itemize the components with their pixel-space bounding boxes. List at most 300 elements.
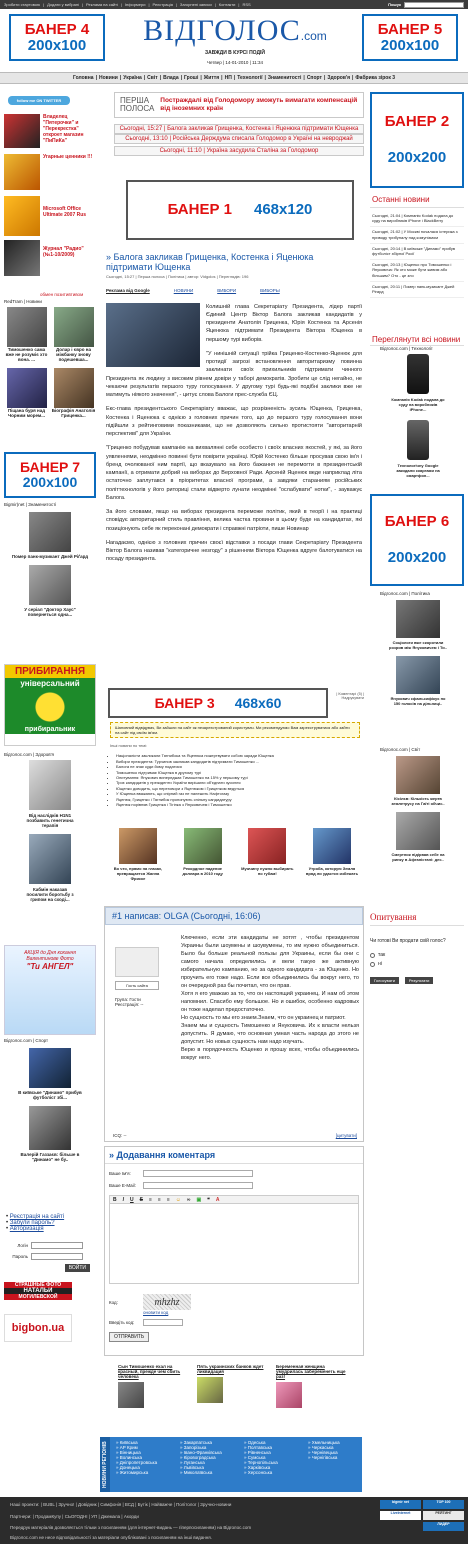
article-paragraph: "Гриценко побудував кампанію на вихвалянні себе особисто і своїх власних якостей, у які, за його уявленнями, неодмінно повинні бути повірити українці. Юрій Костенко більше просував свою ім'я і бренд очолюваної ним партії, що вказувало на його бажання не перемогти в президентській кампанії, а отримати добрий на виборах до Верховної Ради. Арсеній Яценюк веде наприклад літа остаточно заплутався в пріоритетах власної програми, а завдяки стараниям російських політтехнологів у його риториці стали відверто лунати неодмінні "ослабувати" нотки", - зауважує Балога.: [106, 445, 362, 501]
email-input[interactable]: [143, 1182, 253, 1189]
separator: |: [238, 2, 240, 7]
sport-thumb: [29, 1048, 71, 1088]
banner-2[interactable]: [370, 92, 464, 188]
health-thumb: [29, 834, 71, 884]
footer-projects[interactable]: Наші проекти: | BUBL | Зручно! | Довідник | Симфонія | ВСД | Бутік | Найважче | Політолог | Зручно-новини: [10, 1502, 232, 1507]
region-link[interactable]: » Харківська: [244, 1465, 271, 1470]
tech-source[interactable]: Відголос.com | Технології: [380, 346, 433, 351]
viewed-head[interactable]: Переглянути всі новини: [370, 334, 464, 346]
promo-list: [4, 114, 94, 280]
first-page-box: [114, 92, 364, 118]
banner-6-name: БАНЕР 6: [384, 513, 450, 531]
latest-item[interactable]: Сьогодні, 20:14 | В київське "Динамо" прибув футболіст збірної Росії: [370, 244, 464, 260]
promo-link[interactable]: Журнал "Радио" (№1-10/2009): [43, 246, 84, 258]
comment-paragraph: Знаем мы и сущность Тимошенко и Януковича. Их к власти нельзя допустить. Я думаю, что основная умная часть народа до этого не допустит. Но новых сущность нам надо изучать.: [181, 1022, 359, 1045]
region-link[interactable]: » Тернопільська: [244, 1460, 278, 1465]
bigbon-ad[interactable]: [4, 1314, 72, 1342]
related-item[interactable]: • Опитування: Янукович випереджає Тимошенко на 15% у першому турі: [116, 775, 360, 780]
valentine-ad[interactable]: [4, 945, 96, 1035]
search-label: Пошук: [388, 2, 401, 7]
celebs-caption: Помер панк-музикант Джей Ріґард: [11, 554, 89, 559]
banner-7[interactable]: [4, 452, 96, 498]
region-link[interactable]: » АР Крим: [116, 1445, 138, 1450]
cleaner-sub: універсальний: [5, 678, 95, 689]
refresh-captcha-link[interactable]: оновити код: [143, 1310, 169, 1315]
ad-tabs: [106, 288, 362, 293]
region-link[interactable]: » Житомирська: [116, 1470, 149, 1475]
grid-thumb: [7, 307, 47, 347]
redtram-source[interactable]: RedTram | Новини: [4, 299, 42, 304]
promo-item[interactable]: [4, 114, 94, 148]
ticker-item[interactable]: Сьогодні, 15:27 | Балога закликав Грищенка, Костенка і Яценюка підтримати Ющенка: [114, 124, 364, 134]
grid-item[interactable]: [51, 368, 96, 418]
region-link[interactable]: » Львівська: [180, 1465, 204, 1470]
banner-7-name: БАНЕР 7: [19, 459, 81, 476]
underline-icon[interactable]: U: [130, 1196, 134, 1203]
health-source[interactable]: Відголос.com | Здоров'я: [4, 752, 54, 757]
nav-item[interactable]: Здоров'я: [327, 75, 350, 81]
nav-item[interactable]: Життя: [203, 75, 220, 81]
article-paragraph: Нагадаємо, однією з головних причин своєї відставки з посади глави Секретаріату Президента Віктор Балога називав "категоричне незгоду" з рішенням Віктора Ющенка вдруге балотуватися на посаду президента.: [106, 539, 362, 563]
captcha-text: mhzhz: [154, 1296, 180, 1308]
nav-item[interactable]: Знаменитості: [267, 75, 302, 81]
top-link[interactable]: Інформери: [124, 2, 146, 7]
celebs-source[interactable]: Bigmir)net | Знаменитості: [4, 502, 57, 507]
nav-item[interactable]: Головна: [73, 75, 94, 81]
italic-icon[interactable]: I: [122, 1196, 125, 1203]
teasers: [110, 828, 360, 881]
tech-item[interactable]: [390, 420, 446, 478]
celebs-item[interactable]: [10, 565, 90, 617]
poll: [370, 912, 464, 984]
news-ticker: [114, 124, 364, 156]
article-body: [106, 303, 362, 564]
related-item[interactable]: • У Ющенка вважають, що спірний газ не належить Нафтогазу: [116, 791, 360, 796]
article-meta: Сьогодні, 15:27 | Перша полоса | Політика | автор: Vidgolos | Переглядів: 196: [106, 273, 249, 279]
politics-thumb: [396, 656, 440, 694]
world-caption: Кісілєв: Кількість жертв землетрусу на Гаїті обчис..: [391, 796, 445, 806]
logo-name: ВІДГОЛОС: [143, 14, 301, 47]
sport-list: [18, 1048, 82, 1162]
banner-7-size: 200x100: [22, 474, 78, 490]
grid-item[interactable]: [4, 307, 49, 362]
twitter-label: follow me ON TWITTER: [16, 98, 62, 103]
region-link[interactable]: » Донецька: [116, 1465, 140, 1470]
separator: |: [43, 2, 45, 7]
health-caption: Від наслідків H1N1 позбавить генетична терапія: [26, 813, 74, 828]
world-item[interactable]: [388, 756, 448, 806]
align-left-icon[interactable]: ≡: [148, 1196, 152, 1203]
counter-badge[interactable]: LiveInternet: [380, 1511, 421, 1520]
related-news: [110, 743, 360, 807]
image-icon[interactable]: ▣: [196, 1196, 202, 1203]
bottom-ads: [118, 1364, 348, 1408]
cleaner-title: ПРИБИРАННЯ: [5, 665, 95, 678]
region-link[interactable]: » Закарпатська: [180, 1440, 213, 1445]
cleaner-ad[interactable]: [4, 664, 96, 746]
latest-head: Останні новини: [370, 192, 464, 208]
ticker-item[interactable]: Сьогодні, 11:10 | Україна засудила Сталіна за Голодомор: [114, 146, 364, 156]
vote-button[interactable]: Голосувати: [370, 977, 399, 984]
counters: [380, 1500, 464, 1531]
region-link[interactable]: » Кіровоградська: [180, 1455, 216, 1460]
nav-item[interactable]: Влада: [163, 75, 179, 81]
bigbon-text: bigbon.ua: [11, 1322, 65, 1334]
tech-list: [390, 354, 446, 478]
separator: |: [233, 75, 236, 81]
redtram-grid: [4, 307, 96, 418]
exchange-link[interactable]: обмен позитивтивом: [40, 292, 84, 297]
comment-textarea[interactable]: [109, 1204, 359, 1284]
teaser[interactable]: [175, 828, 231, 881]
related-item[interactable]: • Ющенко доводить, що переговори з Яценюком і Гриценком ведуться: [116, 786, 360, 791]
regions-column: [244, 1440, 302, 1489]
region-link[interactable]: » Чернігівська: [308, 1455, 338, 1460]
grid-caption: Долар і євро на міжбанку знову подешевша...: [56, 347, 91, 362]
bullet-icon: •: [6, 1226, 10, 1232]
login-form: [8, 1242, 96, 1272]
article-paragraph: Колишній глава Секретаріату Президента, лідер партії Єдиний Центр Віктор Балога закликав кандидатів у президенти Анатолія Гриценка, Юрія Костенка та Арсенія Яценюка підтримати Президента Віктора Ющенка в першому турі виборів.: [206, 303, 362, 343]
grid-caption: Біографія Анатолія Гриценка...: [51, 408, 96, 418]
related-item[interactable]: • Балога не знає куди йому податися: [116, 764, 360, 769]
nav-item[interactable]: НП: [224, 75, 232, 81]
related-head: Інші новини по темі:: [110, 743, 148, 748]
nav-item[interactable]: Новини: [98, 75, 118, 81]
scary-line1: СТРАШНЫЕ ФОТО: [4, 1282, 72, 1288]
article-photo: [106, 303, 200, 367]
promo-thumb: [4, 114, 40, 148]
nav-item[interactable]: Фабрика зірок 3: [355, 75, 395, 81]
banner-5[interactable]: [362, 14, 458, 61]
region-link[interactable]: » Київська: [116, 1440, 138, 1445]
region-link[interactable]: » Сумська: [244, 1455, 266, 1460]
radio-icon[interactable]: [370, 953, 375, 958]
banner-1[interactable]: [126, 180, 354, 240]
ads-label[interactable]: Реклама від Google: [106, 287, 150, 293]
login-input[interactable]: [31, 1242, 83, 1249]
bottom-ad-thumb: [197, 1377, 223, 1403]
search-area: [388, 2, 464, 8]
region-link[interactable]: » Дніпропетровська: [116, 1460, 158, 1465]
latest-item[interactable]: Сьогодні, 21:04 | Компанія Kodak подала до суду на виробників iPhone і BlackBerry: [370, 211, 464, 227]
bottom-ad[interactable]: [118, 1364, 190, 1408]
phone-image: [407, 420, 429, 460]
tech-caption: Технологічну Google закидали скаргами на смартфон...: [396, 463, 440, 478]
separator: |: [303, 75, 305, 81]
comment-body: [181, 935, 359, 1063]
main-nav: [0, 72, 468, 84]
nav-item[interactable]: Україна: [123, 75, 142, 81]
separator: |: [352, 75, 354, 81]
grid-item[interactable]: [4, 368, 49, 418]
celebs-thumb: [29, 512, 71, 552]
bottom-ad-title: Беременная женщина умудрилась забеременеть еще раз!: [276, 1364, 346, 1379]
region-link[interactable]: » Черкаська: [308, 1445, 334, 1450]
comments-meta[interactable]: | Коментарі (5) | Надрукувати: [336, 692, 364, 700]
logo-slogan: ЗАВЖДИ В КУРСІ ПОДІЙ: [204, 50, 266, 56]
banner-6-size: 200x200: [387, 549, 447, 566]
promo-thumb: [4, 196, 40, 236]
article-paragraph: За його словами, якщо на виборах президента переможе політик, який в теорії і на практиці сповідує авторитарний стиль правління, велика частка провини в цьому буде на кандидатах, які позиціонують себе як переконані демократи і справжні патріоти, пише Новинар: [106, 509, 362, 532]
register-text[interactable]: Реєстрація на сайті: [9, 1214, 65, 1220]
region-link[interactable]: » Луганська: [180, 1460, 205, 1465]
region-link[interactable]: » Запорізька: [180, 1445, 207, 1450]
region-link[interactable]: » Хмельницька: [308, 1440, 340, 1445]
promo-link[interactable]: Угарные ценники !!!: [43, 154, 93, 160]
banner-4-name: БАНЕР 4: [24, 20, 90, 38]
region-link[interactable]: » Херсонська: [244, 1470, 273, 1475]
banner-3-name: БАНЕР 3: [154, 694, 215, 711]
teaser-caption: Мужчину нужно выбирать по губам!: [241, 866, 294, 876]
separator: |: [81, 2, 83, 7]
separator: |: [221, 75, 223, 81]
valentine-line3: "Ти АНГЕЛ": [26, 962, 74, 971]
login-button[interactable]: ВОЙТИ: [65, 1264, 90, 1272]
search-input[interactable]: [404, 2, 464, 8]
politics-thumb: [396, 600, 440, 638]
comment-form: [104, 1146, 364, 1356]
promo-thumb: [4, 240, 40, 276]
article-paragraph: "У нинішній ситуації трійка Гриценко-Костенко-Яценюк для протидії загрозі встановлення авторитаризму повинна заклинати своїх прихильників підтримати чинного Президента як людину з високим рівнем довіри у таборі демократів. Зробити це слід негайно, не чекаючи результатів першого туру голосування. У другому турі будь-які подібні заклики вже не матимуть ніякого значення", - цитує слова Балоги прес-служба ЄЦ.: [106, 350, 362, 399]
bottom-ad-title: Сын Тимошенко ехал на красный, прежде чем сбить человека: [118, 1364, 181, 1379]
login-label: Логін: [17, 1243, 28, 1248]
world-thumb: [396, 812, 440, 850]
align-center-icon[interactable]: ≡: [157, 1196, 161, 1203]
related-item[interactable]: • Вибори президента: Турчинов закликав кандидатів підтримати Тимошенко ...: [116, 759, 360, 764]
promo-thumb: [4, 154, 40, 190]
name-label: Ваше Ім'я:: [109, 1171, 131, 1176]
grid-item[interactable]: [51, 307, 96, 362]
latest-item[interactable]: Сьогодні, 21:02 | У Москві почалася істерика з приводу трибуналу над комунізмом: [370, 227, 464, 243]
poll-question: Чи готові Ви продати свій голос?: [370, 938, 446, 944]
footer-disclaimer: Відголос.com не несе відповідальності за матеріали опубліковані з посиланням на інші видання.: [10, 1535, 212, 1540]
bottom-ad[interactable]: [197, 1364, 269, 1408]
latest-list: [370, 208, 464, 298]
counter-badge[interactable]: TOP 100: [423, 1500, 464, 1509]
sport-source[interactable]: Відголос.com | Спорт: [4, 1038, 49, 1043]
bottom-ad-title: Пять украинских банков ждет ликвидация: [197, 1364, 264, 1374]
related-item[interactable]: • Яценюк, Гриценко і Тягнибок пропонують спільну кандидатуру: [116, 797, 360, 802]
top-link[interactable]: Реклама на сайті: [86, 2, 118, 7]
top-link[interactable]: RSS: [242, 2, 251, 7]
teaser-thumb: [119, 828, 157, 864]
region-link[interactable]: » Полтавська: [244, 1445, 273, 1450]
footer-partners[interactable]: Партнери: | ПродамКупу | СЬОГОДНІ | УП | Джемала | Акорди: [10, 1514, 139, 1519]
poll-option-label: так: [378, 952, 386, 958]
health-item[interactable]: [22, 834, 78, 902]
twitter-badge[interactable]: [8, 96, 70, 105]
world-source[interactable]: Відголос.com | Світ: [380, 747, 421, 752]
auth-link[interactable]: [6, 1226, 64, 1232]
guest-group: Група: Гости Реєстрація: --: [115, 997, 144, 1007]
related-item[interactable]: • Троє кандидатів у президенти України вирішили об'єднати зусилля: [116, 780, 360, 785]
promo-item[interactable]: [4, 240, 94, 276]
top-link[interactable]: Реєстрація: [152, 2, 173, 7]
ad-tab[interactable]: ВИБОРЫ: [260, 287, 280, 293]
banner-4[interactable]: [9, 14, 105, 61]
sport-caption: Валерій Газзаєв: більше в "Динамо" не бу..: [20, 1152, 80, 1162]
code-label: Введіть код:: [109, 1320, 135, 1325]
auth-text[interactable]: Авторизація: [9, 1226, 44, 1232]
region-link[interactable]: » Чернівецька: [308, 1450, 338, 1455]
name-input[interactable]: [143, 1170, 253, 1177]
editor-toolbar: [109, 1195, 359, 1204]
article-paragraph: Екс-глава президентського Секретаріату вважає, що розрізненість зусиль Ющенка, Гриценка, Костенка і Яценюка є однією з головних причин того, що до першого туру голосування вони підійшли з рейтинговими показниками, що не дозволяють сильно протистояти "авторитарній перспективі" для України.: [106, 406, 362, 438]
align-right-icon[interactable]: ≡: [166, 1196, 170, 1203]
top-link[interactable]: Загорнені записи: [179, 2, 212, 7]
auth-links: [6, 1214, 64, 1232]
health-thumb: [29, 760, 71, 810]
separator: |: [180, 75, 183, 81]
related-item[interactable]: • Тимошенко підтримає Ющенка в другому турі: [116, 770, 360, 775]
region-link[interactable]: » Одеська: [244, 1440, 266, 1445]
world-thumb: [396, 756, 440, 794]
sport-item[interactable]: [18, 1106, 82, 1162]
site-logo[interactable]: [140, 14, 330, 65]
politics-item[interactable]: [388, 600, 448, 650]
teaser-caption: Рекордное падение доллара в 2010 году: [182, 866, 223, 876]
color-icon[interactable]: A: [215, 1196, 220, 1203]
counter-badge[interactable]: bigmir net: [380, 1500, 421, 1509]
latest-item[interactable]: Сьогодні, 20:11 | Помер панк-музикант Джей Рігард: [370, 282, 464, 298]
comment-paragraph: Верю в порядочность Ющенко и прошу всех, чтобы объединились вокруг него.: [181, 1046, 359, 1061]
submit-button[interactable]: ОТПРАВИТЬ: [109, 1332, 149, 1342]
nav-item[interactable]: Світ: [147, 75, 158, 81]
valentine-line1: АКЦІЯ до Дня кохання: [24, 950, 76, 956]
promo-link[interactable]: Владелец "Пятерочки" и "Перекрестка" откроет магазин "ПиПиКа": [43, 114, 84, 144]
add-comment-title: » Додавання коментаря: [105, 1147, 363, 1164]
smiley-icon[interactable]: ☺: [175, 1196, 181, 1203]
code-input[interactable]: [143, 1319, 183, 1326]
phone-image: [407, 354, 429, 394]
results-button[interactable]: Результати: [405, 977, 433, 984]
celebs-caption: У серіал "Доктор Хаус" повернеться одна...: [24, 607, 76, 617]
quote-icon[interactable]: ❝: [207, 1196, 210, 1203]
sport-item[interactable]: [18, 1048, 82, 1100]
region-link[interactable]: » Миколаївська: [180, 1470, 213, 1475]
teaser-thumb: [313, 828, 351, 864]
celebs-list: [10, 512, 90, 617]
teaser[interactable]: [110, 828, 166, 881]
poll-head: Опитування: [370, 912, 464, 926]
regions-box: [100, 1437, 362, 1492]
nav-item[interactable]: Спорт: [306, 75, 322, 81]
scary-line2: НАТАЛЬИ: [4, 1288, 72, 1294]
guest-avatar: [115, 947, 159, 977]
captcha-image: [143, 1294, 191, 1310]
promo-link[interactable]: Microsoft Office Ultimate 2007 Rus: [43, 206, 87, 218]
nav-item[interactable]: Технології: [237, 75, 263, 81]
region-link[interactable]: » Івано-Франківська: [180, 1450, 222, 1455]
politics-list: [388, 600, 448, 706]
world-list: [388, 756, 448, 862]
world-item[interactable]: [388, 812, 448, 862]
counter-badge[interactable]: РЕЙТИНГ: [423, 1511, 464, 1520]
banner-4-size: 200x100: [27, 36, 87, 54]
first-page-headline[interactable]: Постраждалі від Голодомору зможуть вимагати компенсацій від іноземних країн: [160, 97, 358, 112]
top-link[interactable]: Додати у вибрані: [47, 2, 79, 7]
latest-news: [370, 192, 464, 298]
nav-item[interactable]: Гроші: [184, 75, 199, 81]
politics-caption: Янукович сфальсифікує по 150 голосів на дільниці..: [390, 696, 446, 706]
poll-option[interactable]: [370, 961, 464, 967]
separator: |: [264, 75, 266, 81]
bottom-ad[interactable]: [276, 1364, 348, 1408]
top-link[interactable]: Зробити стартовою: [4, 2, 41, 7]
separator: |: [323, 75, 326, 81]
promo-item[interactable]: [4, 154, 94, 190]
bullet-icon: •: [6, 1220, 10, 1226]
latest-item[interactable]: Сьогодні, 20:13 | Ющенко про Тимошенко і Януковича: Як ото може бути живим або більшим? Ото - це зло: [370, 260, 464, 282]
region-link[interactable]: » Вінницька: [116, 1450, 141, 1455]
radio-icon[interactable]: [370, 962, 375, 967]
health-item[interactable]: [22, 760, 78, 828]
celebs-item[interactable]: [10, 512, 90, 559]
guest-label: Гость сайта: [115, 981, 159, 990]
top-link[interactable]: Контакти: [218, 2, 236, 7]
region-link[interactable]: » Рівненська: [244, 1450, 271, 1455]
comment-paragraph: Хотя я его уважаю за то, что он настоящий украинец. И нам об этом напомнил. Спасибо ему большое. Но и ошибок, особенно кадровых он тоже наделал предостаточно.: [181, 990, 359, 1013]
header-date: Четвер | 14-01-2010 | 11:34: [206, 60, 264, 65]
bottom-ad-thumb: [276, 1382, 302, 1408]
strike-icon[interactable]: S: [139, 1196, 143, 1203]
related-item[interactable]: • Націоналісти закликали Тягнибока та Яценюка пожертвувати собою заради Ющенка: [116, 753, 360, 758]
grid-thumb: [7, 368, 47, 408]
teaser[interactable]: [304, 828, 360, 881]
regions-column: [308, 1440, 366, 1489]
separator: |: [120, 2, 122, 7]
counter-badge[interactable]: ЛИДЕР: [423, 1522, 464, 1531]
valentine-line2: Валентинове Фото: [26, 956, 74, 962]
quote-link[interactable]: [цитувати]: [335, 1133, 357, 1138]
password-input[interactable]: [31, 1253, 83, 1260]
related-item[interactable]: • Яценюк порівняв Гриценка і Тігіпка з Януковичем і Тимошенко: [116, 802, 360, 807]
article: [106, 252, 362, 570]
banner-6[interactable]: [370, 494, 464, 586]
bullet-icon: •: [6, 1214, 10, 1220]
region-link[interactable]: » Волинська: [116, 1455, 142, 1460]
ticker-item[interactable]: Сьогодні, 13:10 | Російська Держдума списала Голодомор в Україні на невроджай: [114, 134, 364, 144]
comment: [104, 906, 364, 1142]
ad-tab[interactable]: ВИБОРИ: [217, 287, 237, 293]
health-list: [22, 760, 78, 902]
banner-3[interactable]: [108, 688, 328, 718]
teaser-caption: Во что, прямо на глазах, превращается Жанна Фриске: [113, 866, 163, 881]
grid-caption: Тимошенко сама вже не розуміє хто вона. ...: [5, 347, 48, 362]
grid-caption: Піщана буря над Чорним морем...: [7, 408, 46, 418]
bold-icon[interactable]: B: [113, 1196, 117, 1203]
logo-com: .com: [300, 29, 327, 43]
ad-tab[interactable]: НОВИНИ: [173, 287, 194, 293]
scary-photos-ad[interactable]: [4, 1282, 72, 1312]
link-icon[interactable]: ∞: [186, 1196, 191, 1203]
politics-source[interactable]: Відголос.com | Політика: [380, 591, 430, 596]
tech-item[interactable]: [390, 354, 446, 412]
email-label: Ваше E-Mail:: [109, 1183, 136, 1188]
article-title: » Балога закликав Грищенка, Костенка і Яценюка підтримати Ющенка: [106, 252, 314, 273]
regions-column: [116, 1440, 174, 1489]
top-bar: [0, 0, 468, 9]
politics-item[interactable]: [388, 656, 448, 706]
forgot-text[interactable]: Забули пароль?: [9, 1220, 55, 1226]
poll-option[interactable]: [370, 952, 464, 958]
comment-title: #1 написав: OLGA (Сьогодні, 16:06): [105, 907, 363, 925]
banner-1-size: 468x120: [254, 201, 313, 219]
promo-item[interactable]: [4, 196, 94, 236]
teaser[interactable]: [239, 828, 295, 881]
teaser-caption: Утроба, которую Земля вряд ли удастся избежать: [305, 866, 359, 876]
separator: |: [214, 2, 216, 7]
